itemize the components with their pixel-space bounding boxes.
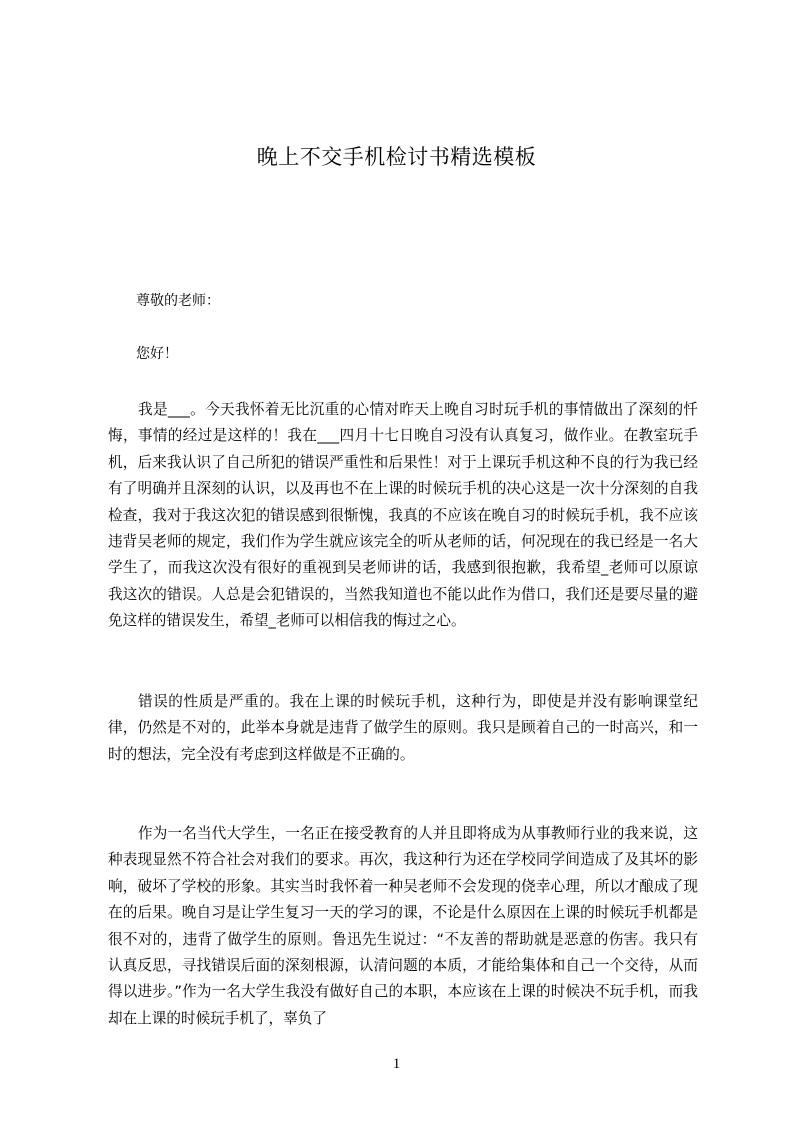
paragraph-1: 我是___。今天我怀着无比沉重的心情对昨天上晚自习时玩手机的事情做出了深刻的忏悔，事情的经过是这样的！我在___四月十七日晚自习没有认真复习，做作业。在教室玩手机，后来我认识了自己所犯的错误严重性和后果性！对于上课玩手机这种不良的行为我已经有了明确并且深刻的认识，以及再也不在上课的时候玩手机的决心这是一次十分深刻的自我检查，我对于我这次犯的错误感到很惭愧，我真的不应该在晚自习的时候玩手机，我不应该违背吴老师的规定，我们作为学生就应该完全的听从老师的话，何况现在的我已经是一名大学生了，而我这次没有很好的重视到吴老师讲的话，我感到很抱歉，我希望_老师可以原谅我这次的错误。人总是会犯错误的，当然我知道也不能以此作为借口，我们还是要尽量的避免这样的错误发生，希望_老师可以相信我的悔过之心。 (108, 401, 698, 630)
document-title: 晚上不交手机检讨书精选模板 (256, 145, 537, 169)
greeting: 您好！ (136, 346, 178, 362)
paragraph-3: 作为一名当代大学生，一名正在接受教育的人并且即将成为从事教师行业的我来说，这种表现显然不符合社会对我们的要求。再次，我这种行为还在学校同学间造成了及其坏的影响，破坏了学校的形象。其实当时我怀着一种吴老师不会发现的侥幸心理，所以才酿成了现在的后果。晚自习是让学生复习一天的学习的课，不论是什么原因在上课的时候玩手机都是很不对的，违背了做学生的原则。鲁迅先生说过：“不友善的帮助就是恶意的伤害。我只有认真反思，寻找错误后面的深刻根源，认清问题的本质，才能给集体和自己一个交待，从而得以进步。”作为一名大学生我没有做好自己的本职，本应该在上课的时候决不玩手机，而我却在上课的时候玩手机了，辜负了 (108, 825, 698, 1027)
page-number: 1 (392, 1056, 401, 1072)
paragraph-2: 错误的性质是严重的。我在上课的时候玩手机，这种行为，即使是并没有影响课堂纪律，仍然是不对的，此举本身就是违背了做学生的原则。我只是顾着自己的一时高兴，和一时的想法，完全没有考虑到这样做是不正确的。 (108, 693, 698, 763)
salutation: 尊敬的老师： (136, 293, 220, 309)
